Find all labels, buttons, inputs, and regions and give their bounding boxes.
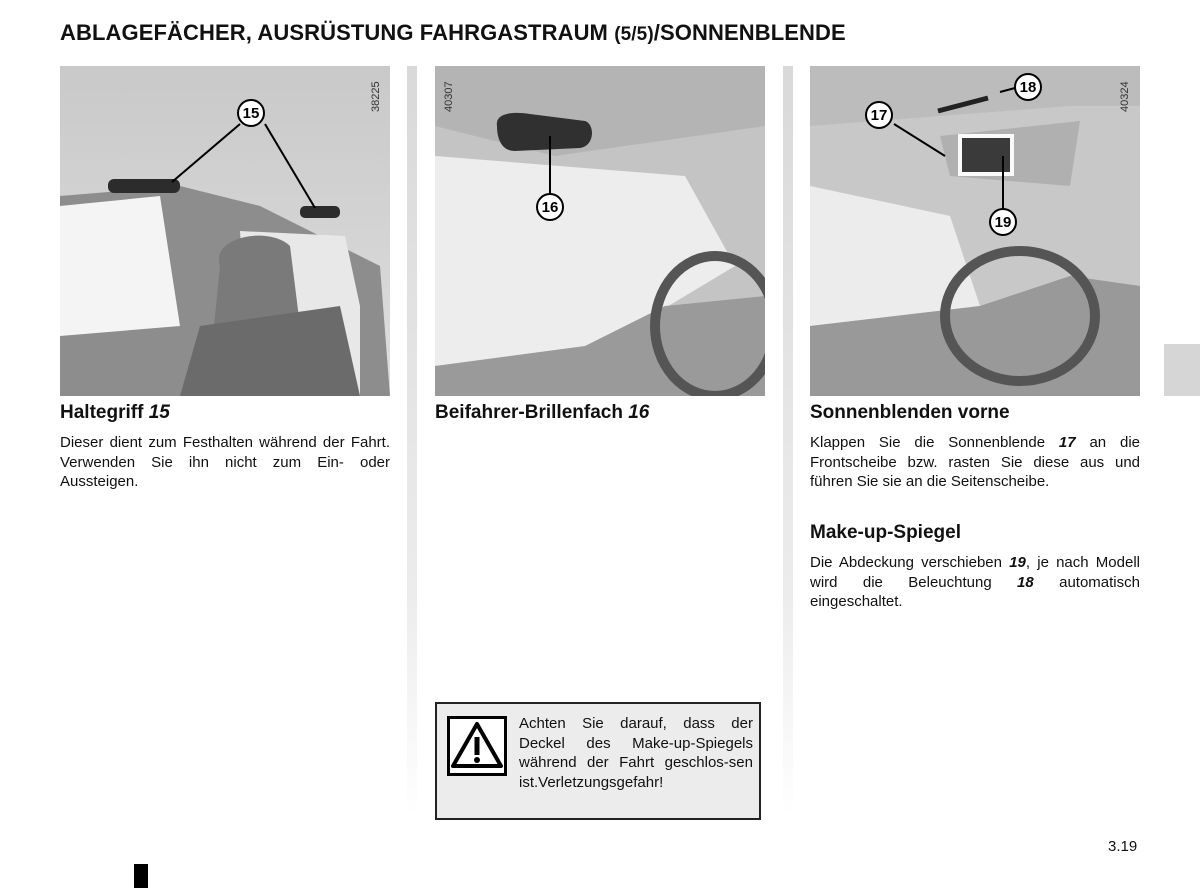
svg-text:19: 19 <box>994 214 1012 231</box>
warning-box <box>435 702 761 820</box>
warning-text: Achten Sie darauf, dass der Deckel des Make-up-Spiegels während der Fahrt geschlos-sen ist.Verletzungsgefahr! <box>519 715 753 791</box>
section-heading-sun-visors: Sonnenblenden vorne <box>810 402 1010 423</box>
paragraph-makeup-mirror: Die Abdeckung verschieben 19, je nach Modell wird die Beleuchtung 18 automatisch eingeschaltet. <box>810 554 1140 610</box>
title-sub: /SONNENBLENDE <box>653 20 846 45</box>
section-heading-makeup-mirror: Make-up-Spiegel <box>810 522 961 543</box>
crop-mark <box>134 864 148 888</box>
title-part: (5/5) <box>614 24 654 45</box>
svg-text:16: 16 <box>541 199 559 216</box>
photo-ref-number: 38225 <box>370 81 382 112</box>
photo-ref-number: 40324 <box>1119 81 1131 112</box>
callout-badge <box>236 98 266 128</box>
callout-badge <box>988 207 1018 237</box>
svg-text:15: 15 <box>242 105 260 122</box>
section-heading-grab-handle: Haltegriff 15 <box>60 402 170 423</box>
paragraph-sun-visors: Klappen Sie die Sonnenblende 17 an die Frontscheibe bzw. rasten Sie diese aus und führen Sie sie an die Seitenscheibe. <box>810 434 1140 490</box>
page-title <box>60 20 846 46</box>
photo-ref-number: 40307 <box>443 81 455 112</box>
chapter-tab <box>1164 344 1200 396</box>
title-main: ABLAGEFÄCHER, AUSRÜSTUNG FAHRGASTRAUM <box>60 20 615 45</box>
callout-badge <box>864 100 894 130</box>
callout-badge <box>1013 72 1043 102</box>
paragraph-grab-handle: Dieser dient zum Festhalten während der Fahrt. Verwenden Sie ihn nicht zum Ein- oder Aussteigen. <box>60 434 390 490</box>
page-number: 3.19 <box>1108 838 1138 855</box>
column-divider <box>407 66 417 818</box>
photo-grab-handle <box>60 66 390 396</box>
column-divider <box>783 66 793 818</box>
photo-glasses-compartment <box>435 66 765 396</box>
warning-triangle-icon <box>447 716 507 776</box>
section-heading-glasses-compartment: Beifahrer-Brillenfach 16 <box>435 402 650 423</box>
svg-text:18: 18 <box>1019 79 1037 96</box>
callout-badge <box>535 192 565 222</box>
svg-text:17: 17 <box>870 107 888 124</box>
photo-sun-visor <box>810 66 1140 396</box>
